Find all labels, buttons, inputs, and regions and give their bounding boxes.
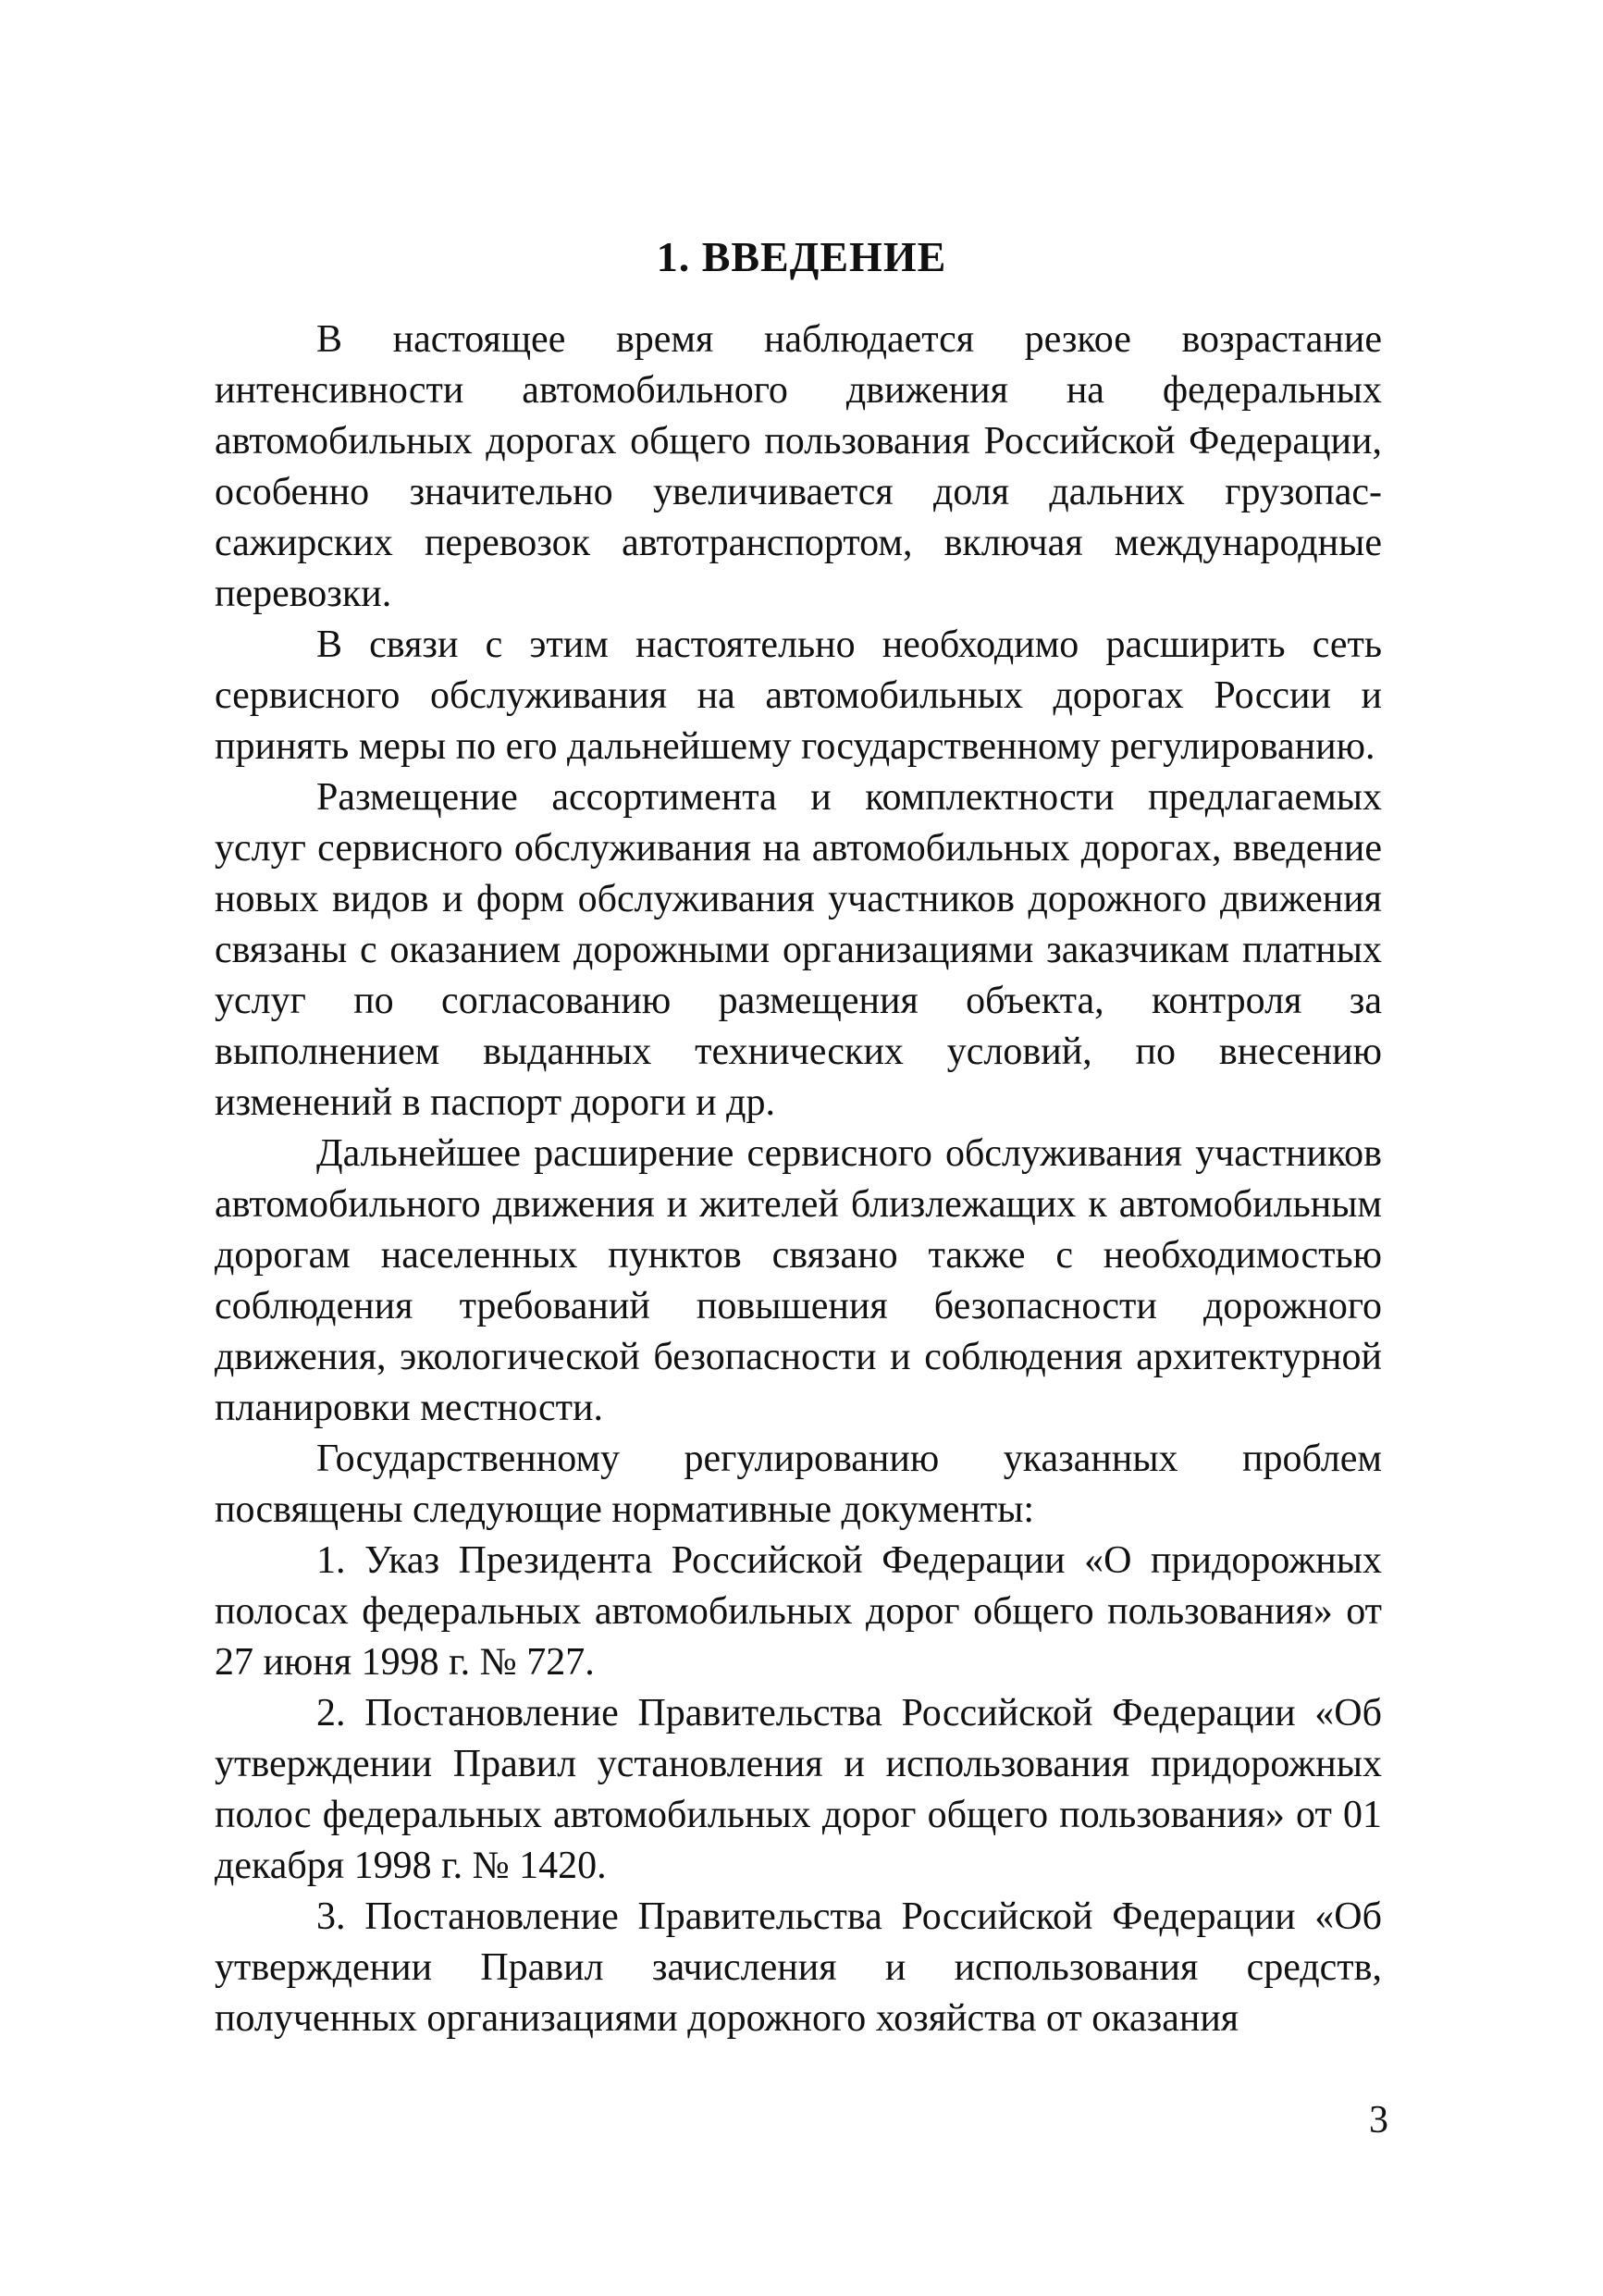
section-heading: 1. ВВЕДЕНИЕ <box>656 233 947 280</box>
paragraph-intro: В настоящее время наблюдается резкое возрастание интенсивности автомобильного движения на федеральных автомобильных дорогах общего пользования Российской Федерации, особенно значительно увеличивается доля дальних грузопассажирских перевозок автотранспортом, включая международные перевозки. <box>215 318 1382 615</box>
list-item-decree-727: 1. Указ Президента Российской Федерации «О придорожных полосах федеральных автомобильных дорог общего пользования» от 27 июня 1998 г. № 727. <box>215 1539 1382 1684</box>
paragraph-regulation: Государственному регулированию указанных проблем посвящены следующие нормативные документы: <box>215 1438 1382 1531</box>
list-item-resolution-1420: 2. Постановление Правительства Российской Федерации «Об утверждении Правил установления и использования придорожных полос федеральных автомобильных дорог общего пользования» от 01 декабря 1998 г. № 1420. <box>215 1692 1382 1887</box>
list-item-resolution-funds: 3. Постановление Правительства Российской Федерации «Об утверждении Правил зачисления и использования средств, полученных организациями дорожного хозяйства от оказания <box>215 1895 1382 2040</box>
paragraph-service-placement: Размещение ассортимента и комплектности предлагаемых услуг сервисного обслуживания на автомобильных дорогах, введение новых видов и форм обслуживания участников дорожного движения связаны с оказанием дорожными организациями заказчикам платных услуг по согласованию размещения объекта, контроля за выполнением выданных технических условий, по внесению изменений в паспорт дороги и др. <box>215 776 1382 1124</box>
paragraph-service-expansion: Дальнейшее расширение сервисного обслуживания участников автомобильного движения и жителей близлежащих к автомобильным дорогам населенных пунктов связано также с необходимостью соблюдения требований повышения безопасности дорожного движения, экологической безопасности и соблюдения архитектурной планировки местности. <box>215 1132 1382 1429</box>
paragraph-service-network: В связи с этим настоятельно необходимо расширить сеть сервисного обслуживания на автомобильных дорогах России и принять меры по его дальнейшему государственному регулированию. <box>215 623 1382 768</box>
page-number: 3 <box>1369 2099 1388 2142</box>
body-text <box>215 315 1382 2044</box>
